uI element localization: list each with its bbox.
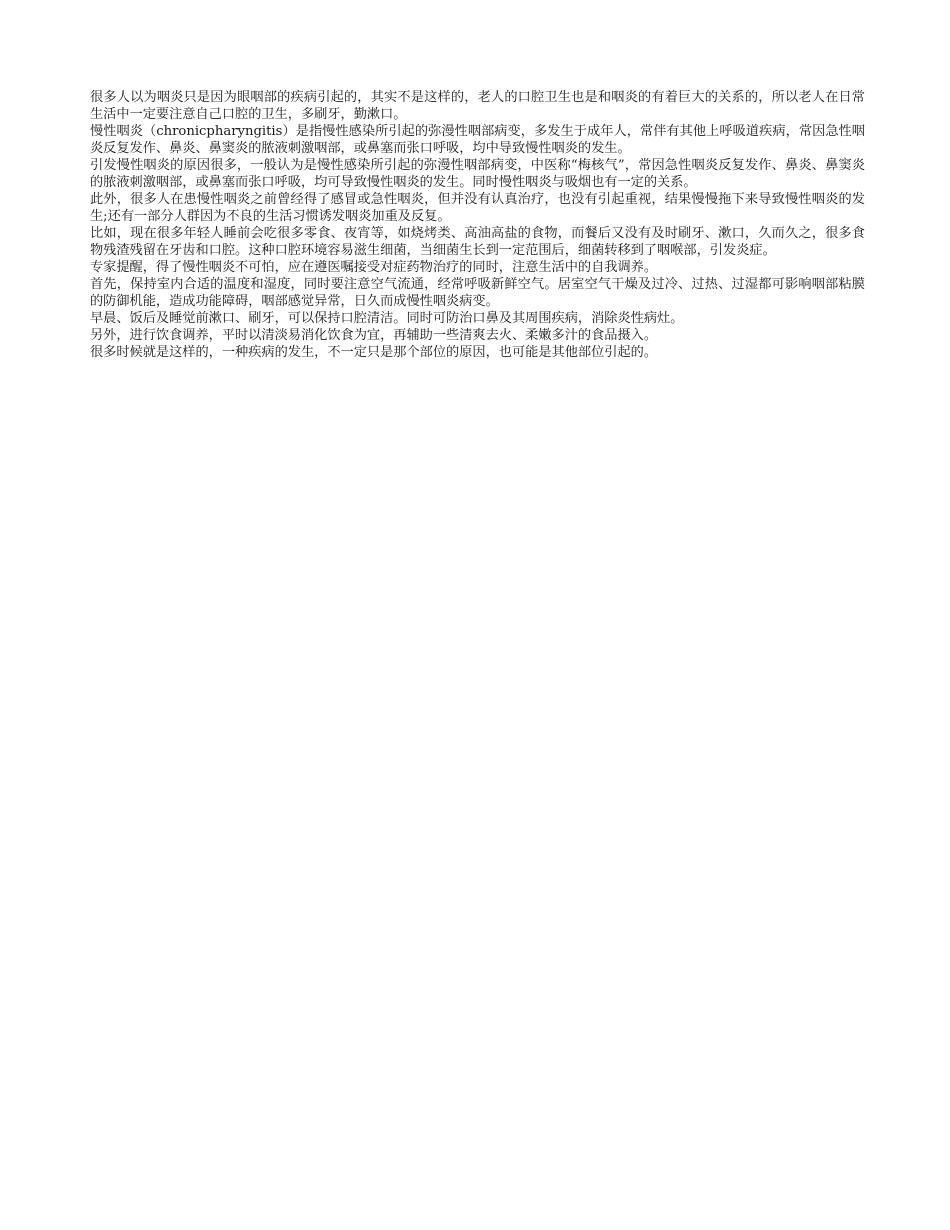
paragraph-9: 另外，进行饮食调养，平时以清淡易消化饮食为宜，再辅助一些清爽去火、柔嫩多汁的食品摄入。	[90, 328, 658, 343]
paragraph-3: 引发慢性咽炎的原因很多，一般认为是慢性感染所引起的弥漫性咽部病变，中医称“梅核气”，常因急性咽炎反复发作、鼻炎、鼻窦炎的脓液刺激咽部，或鼻塞而张口呼吸，均可导致慢性咽炎的发生。同时慢性咽炎与吸烟也有一定的关系。	[90, 158, 865, 190]
paragraph-2: 慢性咽炎（chronicpharyngitis）是指慢性感染所引起的弥漫性咽部病变，多发生于成年人，常伴有其他上呼吸道疾病，常因急性咽炎反复发作、鼻炎、鼻窦炎的脓液刺激咽部，或鼻塞而张口呼吸，均中导致慢性咽炎的发生。	[90, 124, 865, 156]
paragraph-10: 很多时候就是这样的，一种疾病的发生，不一定只是那个部位的原因，也可能是其他部位引起的。	[90, 345, 658, 360]
article-body	[90, 89, 865, 361]
paragraph-1: 很多人以为咽炎只是因为眼咽部的疾病引起的，其实不是这样的，老人的口腔卫生也是和咽炎的有着巨大的关系的，所以老人在日常生活中一定要注意自己口腔的卫生，多刷牙，勤漱口。	[90, 90, 865, 122]
paragraph-6: 专家提醒，得了慢性咽炎不可怕，应在遵医嘱接受对症药物治疗的同时，注意生活中的自我调养。	[90, 260, 658, 275]
paragraph-4: 此外，很多人在患慢性咽炎之前曾经得了感冒或急性咽炎，但并没有认真治疗，也没有引起重视，结果慢慢拖下来导致慢性咽炎的发生;还有一部分人群因为不良的生活习惯诱发咽炎加重及反复。	[90, 192, 865, 224]
paragraph-5: 比如，现在很多年轻人睡前会吃很多零食、夜宵等，如烧烤类、高油高盐的食物，而餐后又没有及时刷牙、漱口，久而久之，很多食物残渣残留在牙齿和口腔。这种口腔环境容易滋生细菌，当细菌生长到一定范围后，细菌转移到了咽喉部，引发炎症。	[90, 226, 865, 258]
paragraph-8: 早晨、饭后及睡觉前漱口、刷牙，可以保持口腔清洁。同时可防治口鼻及其周围疾病，消除炎性病灶。	[90, 311, 684, 326]
paragraph-7: 首先，保持室内合适的温度和湿度，同时要注意空气流通，经常呼吸新鲜空气。居室空气干燥及过冷、过热、过湿都可影响咽部粘膜的防御机能，造成功能障碍，咽部感觉异常，日久而成慢性咽炎病变。	[90, 277, 865, 309]
